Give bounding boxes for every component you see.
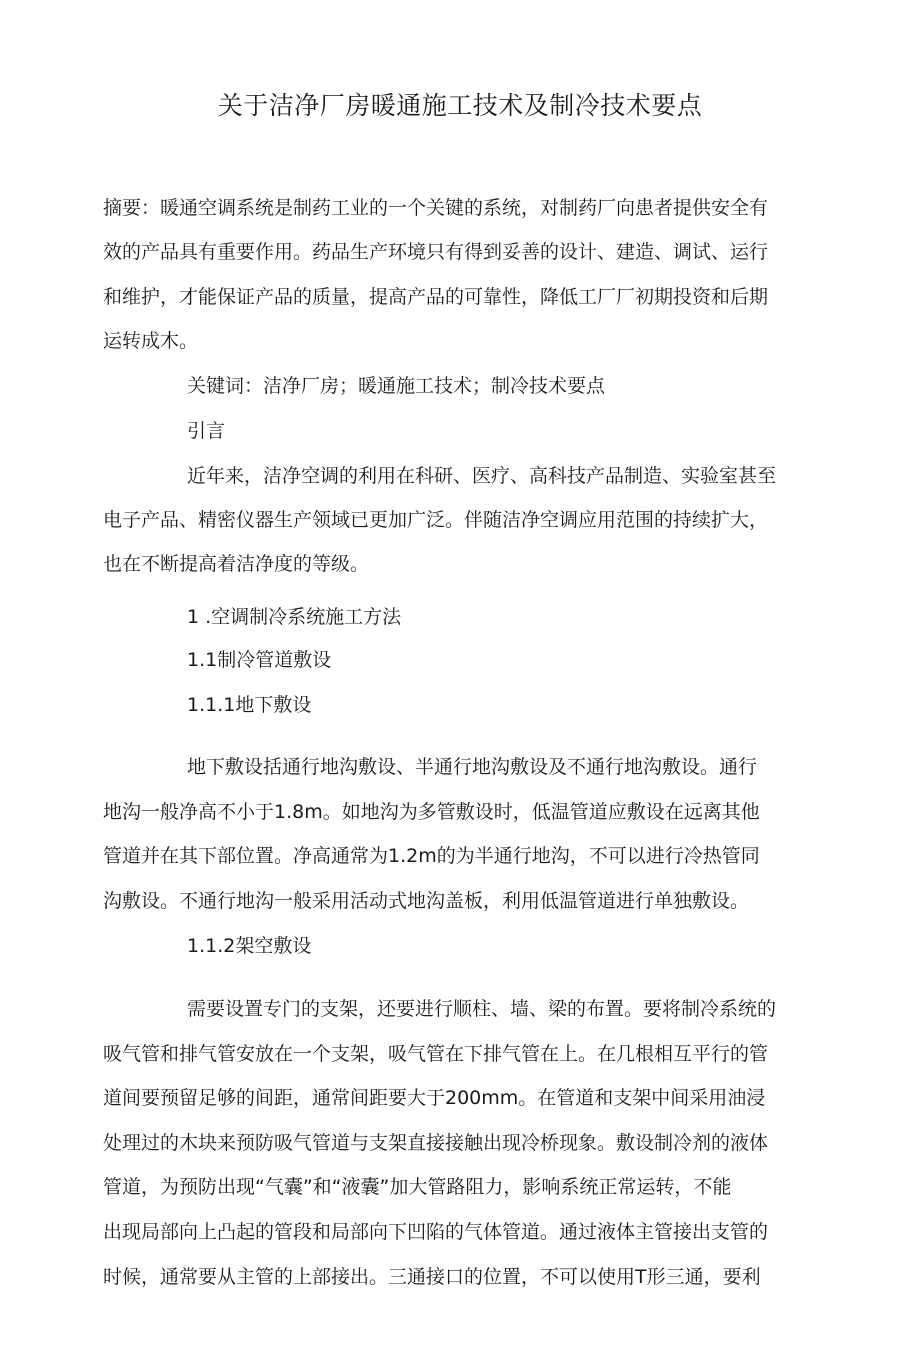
paragraph-line: 管道，为预防出现“气囊”和“液囊”加大管路阻力，影响系统正常运转，不能 bbox=[103, 1176, 732, 1198]
paragraph-line: 道间要预留足够的间距，通常间距要大于200mm。在管道和支架中间采用油浸 bbox=[103, 1087, 766, 1109]
paragraph-line: 电子产品、精密仪器生产领域已更加广泛。伴随洁净空调应用范围的持续扩大， bbox=[103, 509, 769, 531]
paragraph-line: 处理过的木块来预防吸气管道与支架直接接触出现冷桥现象。敷设制冷剂的液体 bbox=[103, 1132, 769, 1154]
abstract-line: 效的产品具有重要作用。药品生产环境只有得到妥善的设计、建造、调试、运行 bbox=[103, 241, 769, 263]
subsection-heading: 1.1制冷管道敷设 bbox=[187, 649, 332, 671]
paragraph-line: 地沟一般净高不小于1.8m。如地沟为多管敷设时，低温管道应敷设在远离其他 bbox=[103, 801, 760, 823]
keywords-line: 关键词：洁净厂房；暖通施工技术；制冷技术要点 bbox=[187, 375, 606, 397]
abstract-line: 摘要：暖通空调系统是制药工业的一个关键的系统，对制药厂向患者提供安全有 bbox=[103, 197, 769, 219]
paragraph-line: 需要设置专门的支架，还要进行顺柱、墙、梁的布置。要将制冷系统的 bbox=[187, 998, 777, 1020]
paragraph-line: 出现局部向上凸起的管段和局部向下凹陷的气体管道。通过液体主管接出支管的 bbox=[103, 1221, 769, 1243]
paragraph-line: 近年来，洁净空调的利用在科研、医疗、高科技产品制造、实验室甚至 bbox=[187, 465, 777, 487]
section-heading-intro: 引言 bbox=[187, 420, 226, 442]
subsubsection-heading: 1.1.1地下敷设 bbox=[187, 694, 312, 716]
section-heading: 1 .空调制冷系统施工方法 bbox=[187, 606, 402, 628]
paragraph-line: 时候，通常要从主管的上部接出。三通接口的位置，不可以使用T形三通，要利 bbox=[103, 1266, 761, 1288]
document-title: 关于洁净厂房暖通施工技术及制冷技术要点 bbox=[217, 91, 703, 120]
paragraph-line: 也在不断提高着洁净度的等级。 bbox=[103, 553, 370, 575]
paragraph-line: 地下敷设括通行地沟敷设、半通行地沟敷设及不通行地沟敷设。通行 bbox=[187, 756, 758, 778]
paragraph-line: 吸气管和排气管安放在一个支架，吸气管在下排气管在上。在几根相互平行的管 bbox=[103, 1043, 769, 1065]
subsubsection-heading: 1.1.2架空敷设 bbox=[187, 935, 312, 957]
paragraph-line: 管道并在其下部位置。净高通常为1.2m的为半通行地沟，不可以进行冷热管同 bbox=[103, 845, 760, 867]
abstract-line: 和维护，才能保证产品的质量，提高产品的可靠性，降低工厂厂初期投资和后期 bbox=[103, 286, 769, 308]
paragraph-line: 沟敷设。不通行地沟一般采用活动式地沟盖板，利用低温管道进行单独敷设。 bbox=[103, 890, 750, 912]
abstract-line: 运转成木。 bbox=[103, 330, 199, 352]
